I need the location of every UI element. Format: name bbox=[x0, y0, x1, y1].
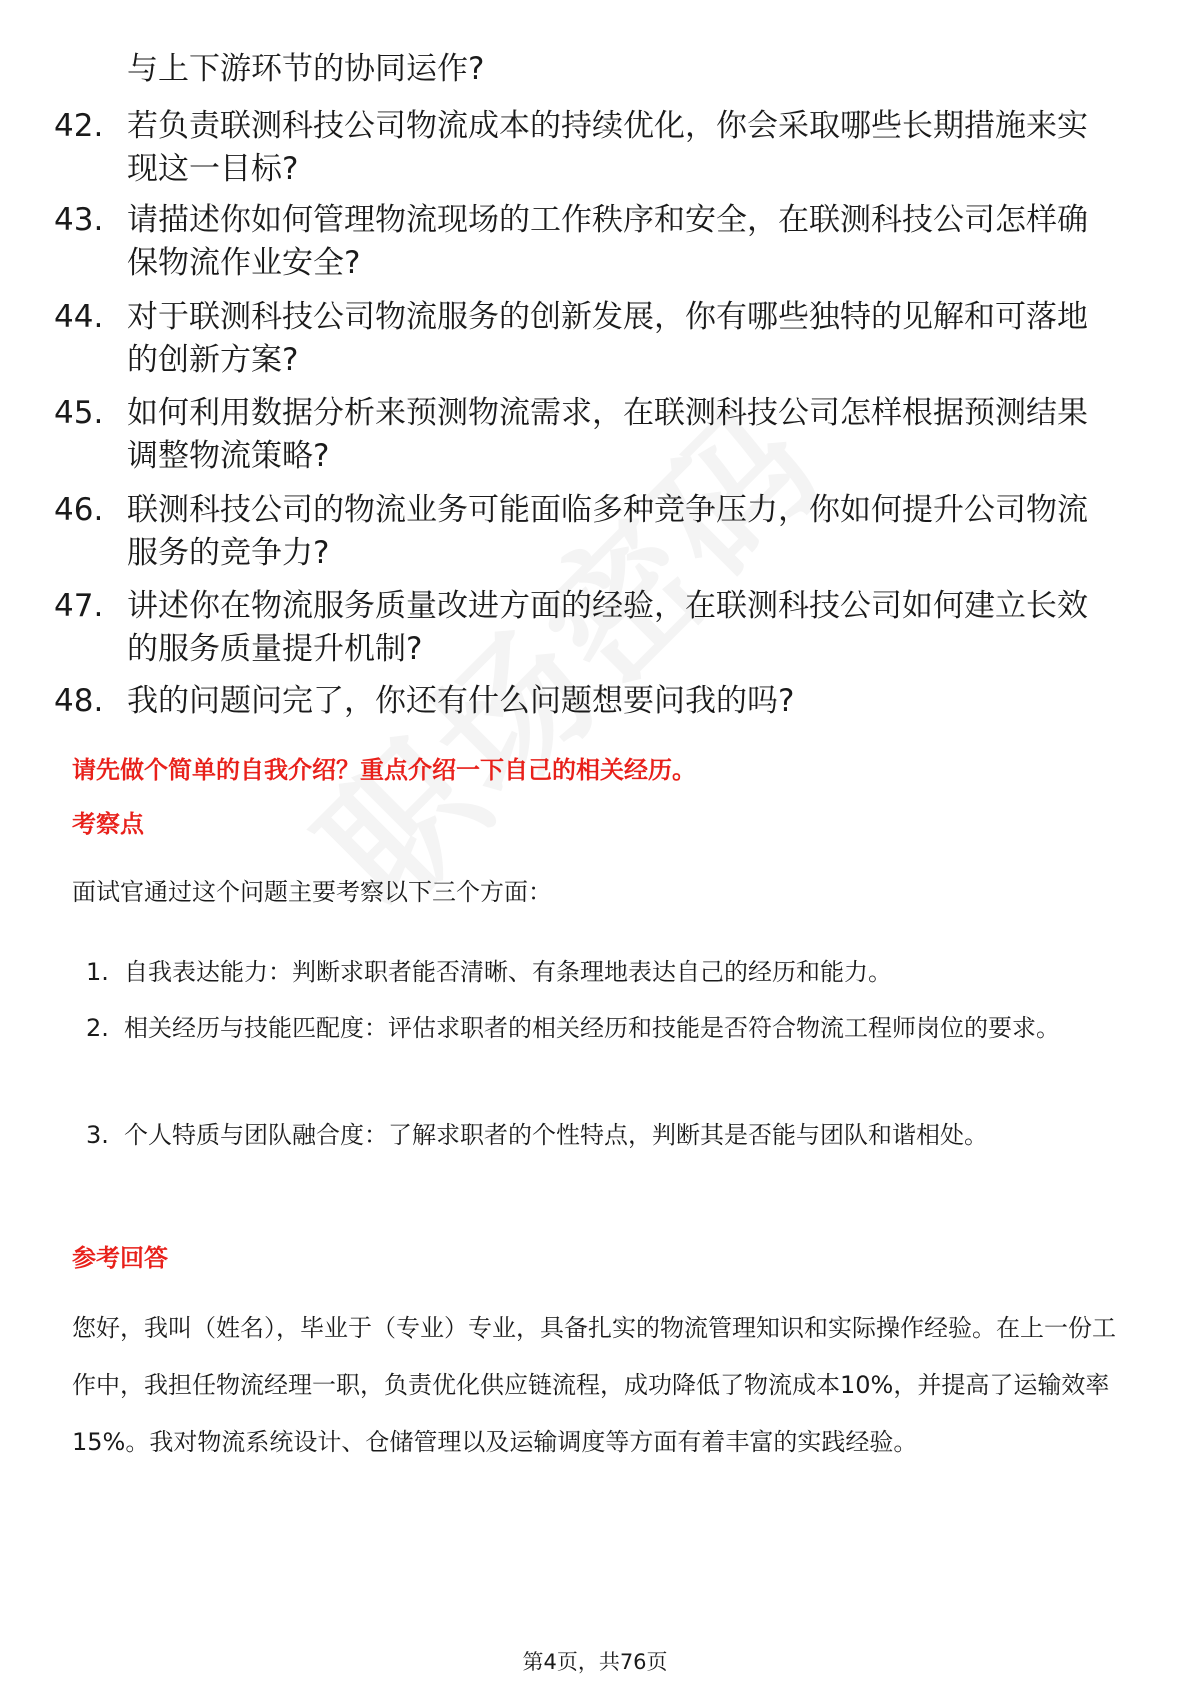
point-text: 个人特质与团队融合度：了解求职者的个性特点，判断其是否能与团队和谐相处。 bbox=[124, 1121, 988, 1149]
question-number: 47. bbox=[54, 588, 104, 624]
question-text: 我的问题问完了，你还有什么问题想要问我的吗? bbox=[127, 683, 795, 719]
answer-heading: 参考回答 bbox=[72, 1244, 168, 1272]
question-text: 联测科技公司的物流业务可能面临多种竞争压力，你如何提升公司物流服务的竞争力? bbox=[127, 492, 1088, 571]
list-item bbox=[54, 680, 1114, 723]
question-number: 42. bbox=[54, 108, 104, 144]
question-text: 请描述你如何管理物流现场的工作秩序和安全，在联测科技公司怎样确保物流作业安全? bbox=[127, 202, 1088, 281]
assess-heading: 考察点 bbox=[72, 810, 144, 838]
assess-intro: 面试官通过这个问题主要考察以下三个方面： bbox=[72, 878, 552, 906]
list-item bbox=[86, 1000, 1126, 1056]
list-item bbox=[54, 105, 1114, 191]
question-number: 45. bbox=[54, 395, 104, 431]
page-footer: 第4页，共76页 bbox=[522, 1650, 668, 1674]
point-text: 自我表达能力：判断求职者能否清晰、有条理地表达自己的经历和能力。 bbox=[124, 958, 892, 986]
point-number: 2. bbox=[86, 1014, 109, 1042]
list-item bbox=[54, 489, 1114, 575]
point-text: 相关经历与技能匹配度：评估求职者的相关经历和技能是否符合物流工程师岗位的要求。 bbox=[124, 1014, 1060, 1042]
question-number: 46. bbox=[54, 492, 104, 528]
section-question-heading: 请先做个简单的自我介绍？重点介绍一下自己的相关经历。 bbox=[72, 756, 696, 784]
question-text: 讲述你在物流服务质量改进方面的经验，在联测科技公司如何建立长效的服务质量提升机制? bbox=[127, 588, 1088, 667]
list-item bbox=[54, 392, 1114, 478]
point-number: 3. bbox=[86, 1121, 109, 1149]
question-text: 对于联测科技公司物流服务的创新发展，你有哪些独特的见解和可落地的创新方案? bbox=[127, 299, 1088, 378]
list-item bbox=[54, 199, 1114, 285]
question-number: 43. bbox=[54, 202, 104, 238]
question-number: 48. bbox=[54, 683, 104, 719]
list-item bbox=[54, 585, 1114, 671]
list-item bbox=[86, 1107, 1126, 1163]
answer-paragraph: 您好，我叫（姓名），毕业于（专业）专业，具备扎实的物流管理知识和实际操作经验。在上一份工作中，我担任物流经理一职，负责优化供应链流程，成功降低了物流成本10%，并提高了运输效率15%。我对物流系统设计、仓储管理以及运输调度等方面有着丰富的实践经验。 bbox=[72, 1314, 1116, 1456]
list-item bbox=[86, 944, 1126, 1000]
list-item bbox=[54, 48, 1114, 91]
list-item bbox=[54, 296, 1114, 382]
question-text: 与上下游环节的协同运作? bbox=[127, 51, 485, 87]
question-text: 如何利用数据分析来预测物流需求，在联测科技公司怎样根据预测结果调整物流策略? bbox=[127, 395, 1088, 474]
point-number: 1. bbox=[86, 958, 109, 986]
question-text: 若负责联测科技公司物流成本的持续优化，你会采取哪些长期措施来实现这一目标? bbox=[127, 108, 1088, 187]
question-number: 44. bbox=[54, 299, 104, 335]
